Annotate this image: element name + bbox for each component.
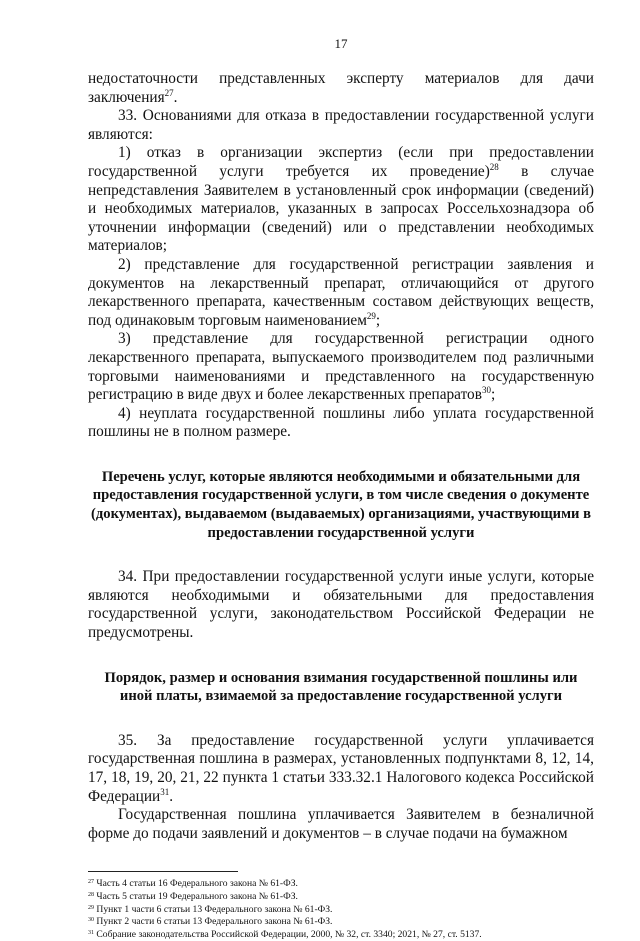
section-heading-services: Перечень услуг, которые являются необходимыми и обязательными для предоставления государственной услуги, в том числе сведения о документе (документах), выдаваемом (выдаваемых) организациями, участвующими в предоставлении государственной услуги	[91, 468, 591, 541]
footnote-ref-28[interactable]: 28	[489, 161, 499, 172]
paragraph-33-item-1: 1) отказ в организации экспертиз (если при предоставлении государственной услуги требуется их проведение)$^{28}$ в случае непредставления Заявителем в установленный срок информации (сведений) и необходимых материалов, указанных в запросах Россельхознадзора об уточнении информации (сведений) или о представлении необходимых материалов;	[88, 144, 595, 255]
paragraph-35: 35. За предоставление государственной услуги уплачивается государственная пошлина в размерах, установленных подпунктами 8, 12, 14, 17, 18, 19, 20, 21, 22 пункта 1 статьи 333.32.1 Налогового кодекса Российской Федерации$^{31}$.	[88, 731, 594, 805]
footnote-item: $^{31}$ Собрание законодательства Российской Федерации, 2000, № 32, ст. 3340; 2021, № 27, ст. 5137.	[88, 928, 482, 940]
paragraph-33-item-3: 3) представление для государственной регистрации одного лекарственного препарата, выпускаемого производителем под различными торговыми наименованиями и представленного на государственную регистрацию в виде двух и более лекарственных препаратов$^{30}$;	[88, 330, 594, 404]
page-number: 17	[334, 36, 348, 51]
footnotes	[88, 878, 594, 941]
section-heading-fee: Порядок, размер и основания взимания государственной пошлины или иной платы, взимаемой за предоставление государственной услуги	[104, 669, 578, 705]
footnote-ref-31[interactable]: 31	[160, 786, 170, 797]
footnote-item: $^{27}$ Часть 4 статьи 16 Федерального закона № 61-ФЗ.	[88, 878, 298, 890]
footnote-ref-30[interactable]: 30	[481, 385, 491, 396]
footnote-ref-27[interactable]: 27	[164, 87, 174, 98]
paragraph-33-item-2: 2) представление для государственной регистрации заявления и документов на лекарственный препарат, отличающийся от другого лекарственного препарата, качественным составом действующих веществ, под одинаковым торговым наименованием$^{29}$;	[88, 255, 594, 329]
paragraph-34: 34. При предоставлении государственной услуги иные услуги, которые являются необходимыми и обязательными для предоставления государственной услуги, законодательством Российской Федерации не предусмотрены.	[88, 568, 594, 642]
paragraph-33-item-4: 4) неуплата государственной пошлины либо уплата государственной пошлины не в полном размере.	[88, 404, 594, 441]
paragraph-36: Государственная пошлина уплачивается Заявителем в безналичной форме до подачи заявлений и документов – в случае подачи на бумажном	[88, 806, 594, 842]
footnote-divider	[88, 871, 238, 872]
footnote-ref-29[interactable]: 29	[366, 310, 376, 321]
footnote-item: $^{28}$ Часть 5 статьи 19 Федерального закона № 61-ФЗ.	[88, 890, 298, 902]
footnote-item: $^{30}$ Пункт 2 части 6 статьи 13 Федерального закона № 61-ФЗ.	[88, 916, 333, 928]
footnote-item: $^{29}$ Пункт 1 части 6 статьи 13 Федерального закона № 61-ФЗ.	[88, 903, 333, 915]
paragraph-33-intro: 33. Основаниями для отказа в предоставлении государственной услуги являются:	[88, 107, 594, 143]
paragraph-continuation: недостаточности представленных эксперту материалов для дачи заключения$^{27}$.	[88, 70, 594, 106]
